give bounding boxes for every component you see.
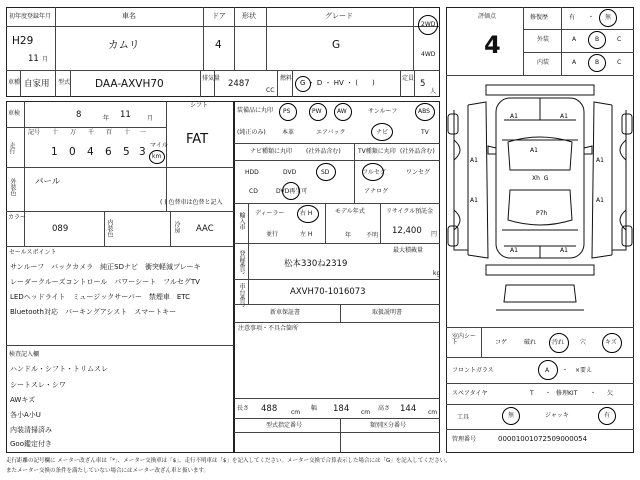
equipment-label: 装備品に丸印 bbox=[237, 107, 274, 114]
inspection-month-unit: 月 bbox=[147, 115, 154, 122]
recycle-unit: 円 bbox=[431, 231, 438, 238]
navi-hdd: HDD bbox=[245, 169, 259, 176]
inspection-label: 車検 bbox=[8, 110, 21, 117]
col-divider bbox=[248, 243, 249, 279]
tv-label: TV種類に丸印 bbox=[358, 148, 396, 155]
model-year-label: モデル年式 bbox=[335, 208, 365, 215]
import-rhd: 右 H bbox=[300, 210, 313, 217]
row-divider bbox=[234, 143, 440, 144]
door-label: ドア bbox=[212, 12, 226, 20]
mileage-label: 走行 bbox=[8, 142, 15, 154]
footer-note-2: またメーター交換の条件を満たしていない場合にはメーター改ざん車と扱います。 bbox=[6, 468, 210, 474]
col-divider bbox=[414, 70, 415, 97]
import-parallel: 並行 bbox=[266, 231, 279, 238]
tv-analog: アナログ bbox=[364, 188, 389, 195]
model-label: 型式 bbox=[58, 79, 71, 86]
row-divider bbox=[234, 398, 440, 399]
ext-grade-c: C bbox=[617, 36, 622, 43]
col-divider bbox=[24, 101, 25, 246]
seat-label: 室内シート bbox=[452, 333, 477, 346]
row-divider bbox=[6, 26, 440, 27]
digit-header: 十 bbox=[124, 129, 131, 136]
color-code: 089 bbox=[52, 224, 69, 234]
equipment-sub: (純正のみ) bbox=[237, 129, 266, 136]
sales-point-line: LEDヘッドライト ミュージックサーバー 禁煙車 ETC bbox=[10, 293, 191, 301]
capacity-value: 5 bbox=[420, 79, 426, 89]
displacement-label: 排気量 bbox=[202, 75, 221, 82]
row-divider bbox=[446, 357, 634, 358]
col-divider bbox=[340, 418, 341, 453]
height-value: 144 bbox=[400, 404, 417, 414]
inspection-month: 11 bbox=[120, 110, 131, 120]
spare-t: T bbox=[530, 390, 534, 397]
load-unit: kg bbox=[433, 270, 441, 277]
shift-value: FAT bbox=[186, 132, 209, 147]
chassis-label: 車台番号 bbox=[238, 283, 245, 307]
length-value: 488 bbox=[261, 404, 278, 414]
col-divider bbox=[354, 143, 355, 203]
sales-points-label: セールスポイント bbox=[9, 249, 57, 256]
col-divider bbox=[55, 70, 56, 97]
recycle-value: 12,400 bbox=[392, 226, 422, 236]
manual-label: 取扱説明書 bbox=[372, 309, 403, 316]
repair-yes: 有 bbox=[569, 14, 576, 21]
col-divider bbox=[248, 203, 249, 243]
col-divider bbox=[203, 7, 204, 70]
col-divider bbox=[200, 70, 201, 97]
col-divider bbox=[20, 70, 21, 97]
cc-unit: CC bbox=[266, 87, 275, 94]
tv-sub: (社外品含む) bbox=[400, 148, 435, 155]
mileage-digit: 0 bbox=[69, 146, 76, 158]
color-label: カラー bbox=[8, 214, 27, 221]
damage-mark: A1 bbox=[510, 247, 518, 254]
row-divider bbox=[234, 203, 440, 204]
use-value: 自家用 bbox=[24, 79, 50, 89]
equip-leather: 本革 bbox=[282, 129, 295, 136]
col-divider bbox=[234, 7, 235, 70]
row-divider bbox=[523, 52, 634, 53]
mileage-digit: 6 bbox=[105, 146, 112, 158]
navi-sub: (社外品含む) bbox=[306, 148, 341, 155]
capacity-unit: 人 bbox=[430, 88, 437, 95]
navi-label: ナビ種類に丸印 bbox=[250, 148, 293, 155]
height-label: 高さ bbox=[378, 405, 391, 412]
seat-scratch: キズ bbox=[605, 339, 617, 346]
category-label: 類別区分番号 bbox=[370, 422, 407, 429]
damage-mark: A1 bbox=[510, 113, 518, 120]
height-unit: cm bbox=[428, 409, 438, 416]
int-grade-c: C bbox=[617, 59, 622, 66]
exterior-label: 外装色 bbox=[9, 178, 16, 196]
seat-burn: コゲ bbox=[495, 339, 508, 346]
ac-value: AAC bbox=[196, 224, 214, 234]
row-divider bbox=[6, 127, 166, 128]
row-divider bbox=[234, 243, 440, 244]
equip-pw: PW bbox=[312, 108, 322, 115]
col-divider bbox=[380, 203, 381, 243]
name-label: 車名 bbox=[122, 12, 136, 20]
equip-aw: AW bbox=[337, 108, 347, 115]
col-divider bbox=[170, 211, 171, 246]
door-count: 4 bbox=[215, 39, 222, 51]
load-label: 最大積載量 bbox=[393, 247, 424, 254]
repair-sep: ・ bbox=[588, 14, 595, 21]
inspector-note-line: Goo鑑定付き bbox=[10, 440, 52, 448]
use-label: 車種 bbox=[8, 79, 21, 86]
row-divider bbox=[6, 167, 234, 168]
tools-value: 無 bbox=[508, 412, 515, 419]
plate-value: 松本330ね2319 bbox=[284, 259, 348, 269]
col-divider bbox=[400, 70, 401, 97]
import-dealer: ディーラー bbox=[255, 210, 285, 217]
navi-dvd-play: DVD再生可 bbox=[276, 188, 308, 195]
reg-year-value: H29 bbox=[12, 35, 34, 47]
int-grade-b: B bbox=[595, 59, 600, 66]
details-table bbox=[6, 101, 234, 453]
sales-point-line: レーダークルーズコントロール パワーシート フルセグTV bbox=[10, 278, 200, 286]
col-divider bbox=[523, 7, 524, 75]
col-divider bbox=[70, 70, 71, 97]
reg-year-label: 初年度登録年月 bbox=[9, 13, 52, 20]
equip-navi: ナビ bbox=[376, 129, 389, 136]
inspector-notes-label: 検査記入欄 bbox=[9, 351, 40, 358]
tv-fullseg: フルセグ bbox=[362, 169, 386, 176]
mileage-digit: 5 bbox=[123, 146, 130, 158]
digit-header: 百 bbox=[106, 129, 113, 136]
row-divider bbox=[6, 70, 440, 71]
import-label: 輸入車 bbox=[238, 212, 245, 230]
displacement-value: 2487 bbox=[228, 79, 250, 89]
manage-value: 00001001072509000054 bbox=[498, 435, 588, 443]
inspector-note-line: 各小A小U bbox=[10, 411, 41, 419]
windshield-sep: ・ bbox=[562, 367, 569, 374]
col-divider bbox=[481, 327, 482, 357]
width-value: 184 bbox=[333, 404, 350, 414]
damage-mark: A1 bbox=[470, 157, 478, 164]
drive-4wd: 4WD bbox=[421, 51, 436, 58]
inspector-note-line: 内装清掃済み bbox=[10, 426, 52, 434]
navi-sd: SD bbox=[321, 169, 330, 176]
digit-header: 一 bbox=[140, 129, 147, 136]
spare-sep1: ・ bbox=[545, 390, 552, 397]
inspection-year-unit: 年 bbox=[103, 115, 110, 122]
row-divider bbox=[446, 75, 634, 76]
seat-tear: 破れ bbox=[524, 339, 537, 346]
car-damage-diagram bbox=[446, 80, 634, 325]
inspector-note-line: AWキズ bbox=[10, 396, 36, 404]
spare-sep2: ・ bbox=[590, 390, 597, 397]
seat-stain: 汚れ bbox=[552, 339, 565, 346]
interior-color-label: 内装色 bbox=[106, 219, 113, 237]
windshield-replace: ×要え bbox=[575, 367, 593, 374]
col-divider bbox=[266, 7, 267, 70]
capacity-label: 定員 bbox=[402, 75, 415, 82]
shape-label: 形状 bbox=[242, 12, 256, 20]
ac-label: 冷房 bbox=[173, 221, 180, 233]
grade-value: G bbox=[332, 39, 341, 51]
evaluation-score: 4 bbox=[484, 31, 501, 59]
shift-label: シフト bbox=[190, 102, 209, 109]
ext-grade-a: A bbox=[572, 36, 577, 43]
sales-point-line: Bluetooth対応 パーキングアシスト スマートキー bbox=[10, 308, 177, 316]
equip-sunroof: サンルーフ bbox=[368, 108, 398, 115]
row-divider bbox=[234, 279, 440, 280]
reg-month-value: 11 bbox=[28, 54, 39, 64]
width-unit: cm bbox=[361, 409, 371, 416]
model-year-unit: 年 bbox=[345, 232, 352, 239]
fuel-g-circle bbox=[295, 76, 311, 92]
row-divider bbox=[234, 304, 440, 305]
int-grade-a: A bbox=[572, 59, 577, 66]
col-divider bbox=[413, 7, 414, 70]
spare-none: 欠 bbox=[607, 390, 614, 397]
col-divider bbox=[292, 70, 293, 97]
mileage-record-label: 記号 bbox=[28, 129, 41, 136]
fuel-label: 燃料 bbox=[280, 75, 293, 82]
row-divider bbox=[234, 418, 440, 419]
equip-ps: PS bbox=[283, 108, 291, 115]
damage-mark: A1 bbox=[470, 197, 478, 204]
fuel-options: G ・ D ・ HV ・ ( ) bbox=[300, 79, 375, 87]
car-name: カムリ bbox=[108, 39, 140, 51]
new-warranty-label: 新車保証書 bbox=[270, 309, 301, 316]
length-unit: cm bbox=[291, 409, 301, 416]
inspector-note-line: シートスレ・シワ bbox=[10, 381, 66, 389]
row-divider bbox=[6, 211, 234, 212]
equip-tv: TV bbox=[421, 129, 429, 136]
col-divider bbox=[325, 203, 326, 243]
damage-mark: Xh G bbox=[532, 175, 549, 182]
row-divider bbox=[234, 160, 440, 161]
col-divider bbox=[104, 211, 105, 246]
digit-header: 十 bbox=[52, 129, 59, 136]
exterior-note: ( ) 色替車は色替と記入 bbox=[160, 199, 223, 206]
seat-hole: 穴 bbox=[580, 339, 587, 346]
chassis-value: AXVH70-1016073 bbox=[290, 287, 366, 297]
damage-mark: P7h bbox=[536, 210, 548, 217]
km-unit: km bbox=[152, 153, 162, 160]
col-divider bbox=[166, 101, 167, 211]
row-divider bbox=[6, 246, 234, 247]
row-divider bbox=[446, 383, 634, 384]
navi-dvd: DVD bbox=[283, 169, 297, 176]
row-divider bbox=[6, 345, 234, 346]
inspection-year: 8 bbox=[76, 110, 82, 120]
damage-mark: A1 bbox=[596, 157, 604, 164]
type-cert-label: 型式指定番号 bbox=[266, 422, 303, 429]
digit-header: 万 bbox=[70, 129, 77, 136]
inspector-note-line: ハンドル・シフト・トリムスレ bbox=[10, 365, 108, 373]
model-value: DAA-AXVH70 bbox=[95, 78, 164, 90]
col-divider bbox=[55, 7, 56, 70]
damage-mark: A1 bbox=[560, 247, 568, 254]
row-divider bbox=[446, 429, 634, 430]
mileage-digit: 3 bbox=[139, 146, 146, 158]
col-divider bbox=[561, 7, 562, 75]
equip-abs: ABS bbox=[418, 108, 430, 115]
ext-grade-b: B bbox=[595, 36, 600, 43]
drive-2wd: 2WD bbox=[421, 21, 436, 28]
exterior-value: パール bbox=[35, 177, 61, 187]
navi-cd: CD bbox=[249, 188, 258, 195]
spare-kit: 修理KIT bbox=[556, 390, 578, 397]
jack-value: 有 bbox=[604, 412, 611, 419]
mileage-digit: 4 bbox=[87, 146, 94, 158]
col-divider bbox=[248, 279, 249, 304]
interior-grade-label: 内装 bbox=[537, 59, 550, 66]
windshield-a: A bbox=[545, 367, 550, 374]
repair-no: 無 bbox=[605, 14, 612, 21]
sales-point-line: サンルーフ バックカメラ 純正SDナビ 衝突軽減ブレーキ bbox=[10, 263, 201, 271]
tv-oneseg: ワンセグ bbox=[406, 169, 431, 176]
digit-header: 千 bbox=[88, 129, 95, 136]
width-label: 幅 bbox=[311, 405, 318, 412]
mile-unit: マイル bbox=[150, 142, 168, 149]
row-divider bbox=[234, 322, 440, 323]
col-divider bbox=[277, 70, 278, 97]
tools-label: 工具 bbox=[457, 414, 470, 421]
recycle-label: リサイクル預託金 bbox=[386, 208, 434, 215]
spare-label: スペアタイヤ bbox=[452, 390, 488, 397]
col-divider bbox=[340, 304, 341, 322]
footer-note-1: 走行距離の記号欄に メーター改ざん車は「*」、メーター交換車は「$」、走行不明車は「$」を記入してください。メーター交換で合算表示した場合には「G」を記入してください。 bbox=[6, 458, 451, 464]
notes-label: 注意事項・不具合箇所 bbox=[238, 325, 299, 332]
mileage-digit: 1 bbox=[51, 146, 58, 158]
damage-mark: A1 bbox=[530, 147, 538, 154]
equip-airbag: エアバック bbox=[316, 129, 346, 136]
repair-label: 修復歴 bbox=[530, 14, 549, 21]
damage-mark: A1 bbox=[596, 197, 604, 204]
reg-month-unit: 月 bbox=[42, 56, 49, 63]
model-year-unknown: 不明 bbox=[366, 232, 379, 239]
length-label: 長さ bbox=[237, 405, 250, 412]
grade-label: グレード bbox=[325, 12, 353, 20]
manage-label: 管理番号 bbox=[452, 436, 477, 443]
exterior-grade-label: 外装 bbox=[537, 36, 550, 43]
windshield-label: フロントガラス bbox=[452, 367, 494, 374]
plate-label: 登録番号 bbox=[238, 250, 245, 274]
row-divider bbox=[446, 404, 634, 405]
jack-label: ジャッキ bbox=[545, 412, 569, 419]
import-lhd: 左 H bbox=[300, 231, 313, 238]
row-divider bbox=[523, 29, 634, 30]
evaluation-label: 評価点 bbox=[478, 13, 497, 20]
row-divider bbox=[446, 327, 634, 328]
row-divider bbox=[234, 432, 440, 433]
damage-mark: A1 bbox=[560, 113, 568, 120]
